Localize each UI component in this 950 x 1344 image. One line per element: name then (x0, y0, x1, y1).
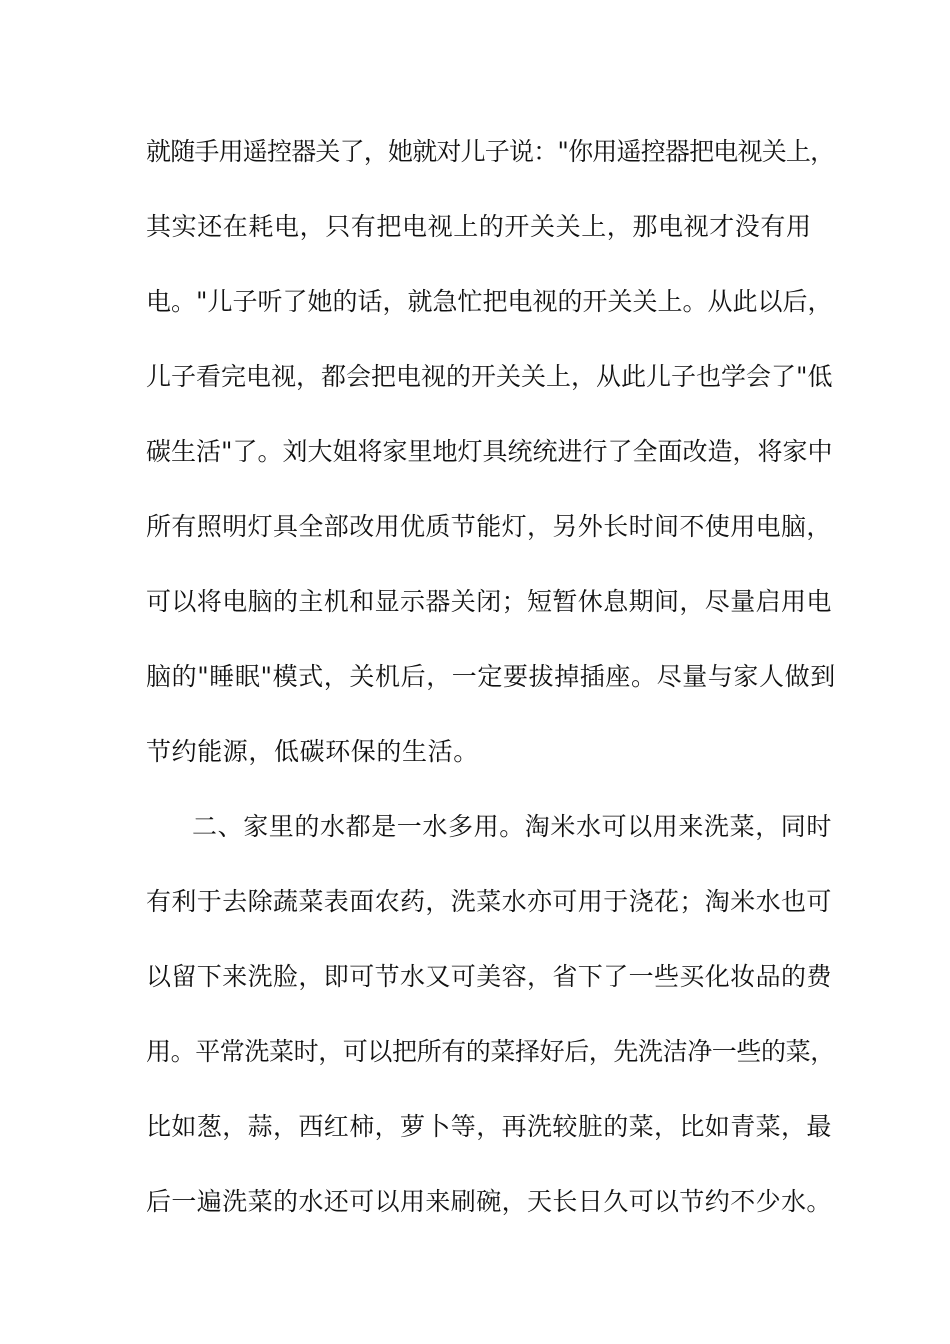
text-line-7: 可以将电脑的主机和显示器关闭；短暂休息期间，尽量启用电 (146, 587, 832, 616)
text-line-15: 后一遍洗菜的水还可以用来刷碗，天长日久可以节约不少水。 (146, 1187, 832, 1216)
paragraph-2-first-line: 二、家里的水都是一水多用。淘米水可以用来洗菜，同时 (192, 812, 833, 841)
text-line-3: 电。"儿子听了她的话，就急忙把电视的开关关上。从此以后， (146, 287, 833, 316)
text-line-11: 有利于去除蔬菜表面农药，洗菜水亦可用于浇花；淘米水也可 (146, 887, 832, 916)
text-line-4: 儿子看完电视，都会把电视的开关关上，从此儿子也学会了"低 (146, 362, 833, 391)
text-line-8: 脑的"睡眠"模式，关机后，一定要拔掉插座。尽量与家人做到 (146, 662, 836, 691)
text-line-14: 比如葱，蒜，西红柿，萝卜等，再洗较脏的菜，比如青菜，最 (146, 1112, 832, 1141)
text-line-1: 就随手用遥控器关了，她就对儿子说："你用遥控器把电视关上， (146, 137, 835, 166)
text-line-6: 所有照明灯具全部改用优质节能灯，另外长时间不使用电脑， (146, 512, 832, 541)
text-line-9: 节约能源，低碳环保的生活。 (146, 737, 479, 766)
text-line-2: 其实还在耗电，只有把电视上的开关关上，那电视才没有用 (146, 212, 812, 241)
text-line-13: 用。平常洗菜时，可以把所有的菜择好后，先洗洁净一些的菜， (146, 1037, 835, 1066)
text-line-5: 碳生活"了。刘大姐将家里地灯具统统进行了全面改造，将家中 (146, 437, 833, 466)
text-line-12: 以留下来洗脸，即可节水又可美容，省下了一些买化妆品的费 (146, 962, 832, 991)
